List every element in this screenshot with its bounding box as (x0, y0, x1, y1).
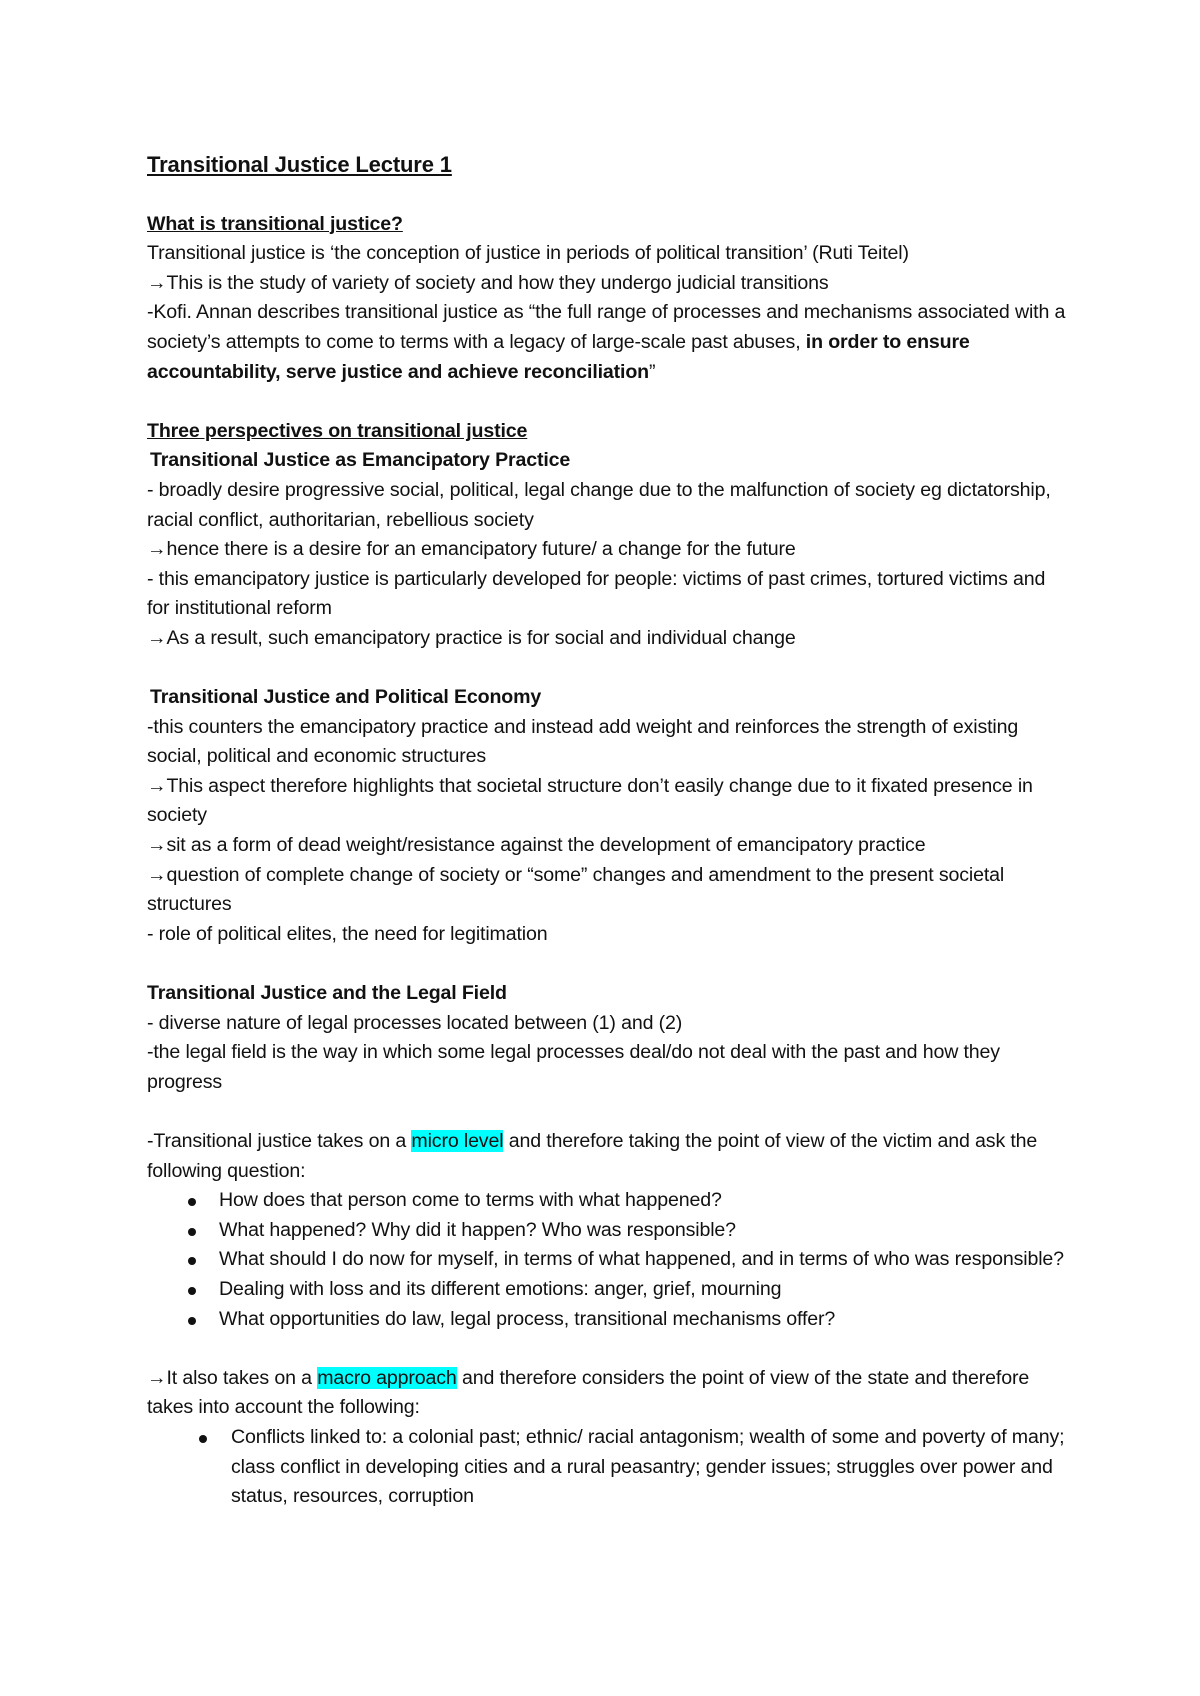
micro-highlight: micro level (411, 1130, 504, 1152)
list-item-text: What happened? Why did it happen? Who was responsible? (219, 1218, 736, 1241)
bullet-icon (188, 1317, 196, 1325)
legal-line-2: -the legal field is the way in which some legal processes deal/do not deal with the past and how they progress (147, 1041, 1000, 1093)
list-item-text: What should I do now for myself, in terms of what happened, and in terms of who was responsible? (219, 1248, 1064, 1271)
arrow-icon: → (147, 271, 167, 294)
macro-intro (147, 1364, 1072, 1423)
page-title: Transitional Justice Lecture 1 (147, 152, 452, 177)
micro-intro-pre: -Transitional justice takes on a (147, 1130, 412, 1152)
political-line-2 (147, 772, 1072, 831)
list-item-text: Dealing with loss and its different emotions: anger, grief, mourning (219, 1277, 782, 1300)
subheading-political-economy: Transitional Justice and Political Economy (150, 686, 542, 709)
arrow-line (147, 269, 1072, 299)
arrow-icon: → (147, 774, 167, 797)
list-item-text: Conflicts linked to: a colonial past; ethnic/ racial antagonism; wealth of some and poverty of many; class conflict in developing cities and a rural peasantry; gender issues; struggles over power and status, resources, corruption (231, 1425, 1065, 1508)
political-line-3-text: sit as a form of dead weight/resistance against the development of emancipatory practice (166, 834, 926, 857)
list-item (147, 1305, 1072, 1335)
arrow-line-text: This is the study of variety of society and how they undergo judicial transitions (166, 271, 829, 294)
document-page (147, 150, 1072, 1512)
micro-bullet-list (147, 1186, 1072, 1334)
political-line-3 (147, 831, 1072, 861)
macro-intro-post: and therefore considers the point of view of the state and therefore takes into account the following: (147, 1366, 1030, 1419)
arrow-icon: → (147, 863, 167, 886)
bullet-icon (199, 1435, 207, 1443)
annan-quote-text: -Kofi. Annan describes transitional justice as “the full range of processes and mechanisms associated with a society’s attempts to come to terms with a legacy of large-scale past abuses, (147, 301, 1066, 353)
micro-intro-post: and therefore taking the point of view of the victim and ask the following question: (147, 1130, 1038, 1182)
arrow-icon: → (147, 834, 167, 857)
legal-line-1: - diverse nature of legal processes located between (1) and (2) (147, 1011, 683, 1034)
arrow-icon: → (147, 626, 167, 649)
list-item (147, 1275, 1072, 1305)
annan-quote-bold: in order to ensure accountability, serve justice and achieve reconciliation (147, 330, 970, 383)
section-heading-what-is: What is transitional justice? (147, 212, 403, 235)
macro-bullet-list (147, 1423, 1072, 1512)
political-line-1: -this counters the emancipatory practice and instead add weight and reinforces the strength of existing social, political and economic structures (147, 715, 1019, 768)
list-item (147, 1186, 1072, 1216)
political-line-5: - role of political elites, the need for legitimation (147, 922, 548, 945)
list-item (147, 1245, 1072, 1275)
list-item (147, 1423, 1072, 1512)
annan-quote-end: ” (648, 360, 656, 383)
macro-intro-pre: It also takes on a (166, 1366, 318, 1389)
bullet-icon (188, 1198, 196, 1206)
list-item-text: How does that person come to terms with what happened? (219, 1189, 722, 1212)
subheading-emancipatory: Transitional Justice as Emancipatory Practice (150, 449, 571, 472)
arrow-icon: → (147, 538, 167, 561)
bullet-icon (188, 1228, 196, 1236)
bullet-icon (188, 1287, 196, 1295)
political-line-2-text: This aspect therefore highlights that societal structure don’t easily change due to it fixated presence in society (147, 774, 1033, 827)
bullet-icon (188, 1257, 196, 1265)
micro-intro (147, 1127, 1072, 1186)
list-item-text: What opportunities do law, legal process, transitional mechanisms offer? (219, 1307, 836, 1330)
emancipatory-line-3: - this emancipatory justice is particularly developed for people: victims of past crimes, tortured victims and for institutional reform (147, 567, 1046, 620)
emancipatory-line-4-text: As a result, such emancipatory practice is for social and individual change (166, 626, 796, 649)
macro-highlight: macro approach (317, 1366, 457, 1389)
emancipatory-line-2 (147, 535, 1072, 565)
list-item (147, 1216, 1072, 1246)
political-line-4 (147, 861, 1072, 920)
definition-line: Transitional justice is ‘the conception of justice in periods of political transition’ (Ruti Teitel) (147, 242, 909, 265)
arrow-icon: → (147, 1366, 167, 1389)
subheading-legal-field: Transitional Justice and the Legal Field (147, 982, 507, 1005)
annan-quote (147, 298, 1072, 387)
emancipatory-line-2-text: hence there is a desire for an emancipatory future/ a change for the future (166, 538, 796, 561)
section-heading-perspectives: Three perspectives on transitional justice (147, 419, 528, 442)
emancipatory-line-1: - broadly desire progressive social, political, legal change due to the malfunction of society eg dictatorship, racial conflict, authoritarian, rebellious society (147, 478, 1051, 531)
political-line-4-text: question of complete change of society or “some” changes and amendment to the present societal structures (147, 863, 1005, 916)
emancipatory-line-4 (147, 624, 1072, 654)
